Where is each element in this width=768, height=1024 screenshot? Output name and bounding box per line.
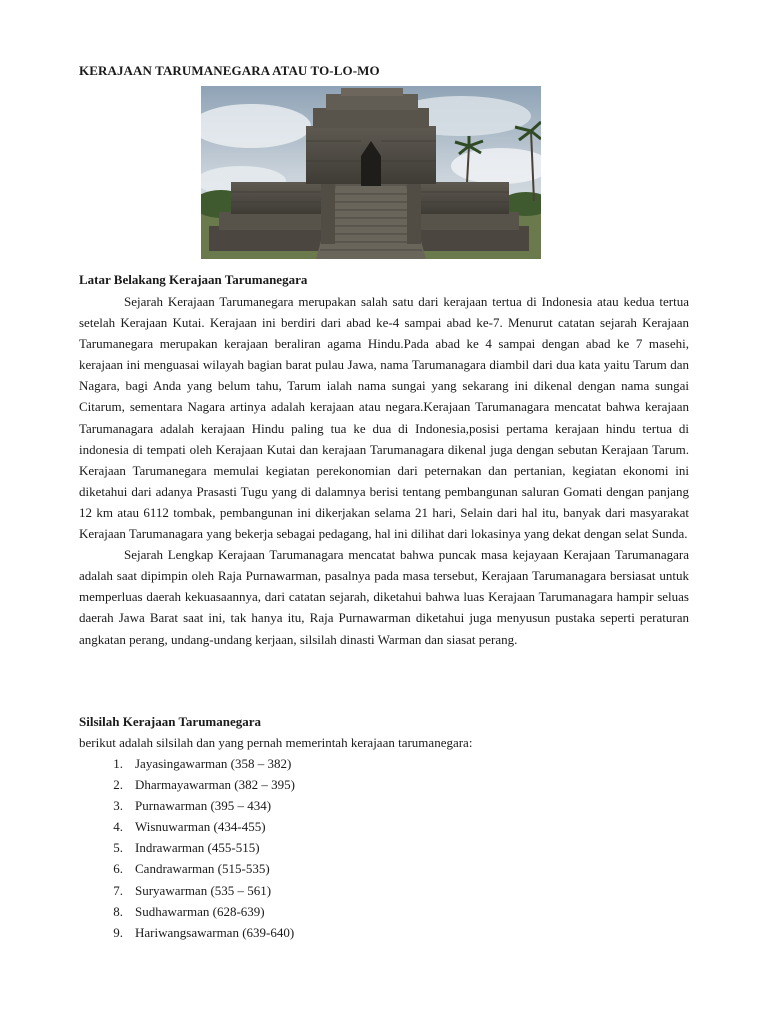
list-item: 1. Jayasingawarman (358 – 382): [113, 756, 292, 771]
list-item: 3. Purnawarman (395 – 434): [113, 798, 272, 814]
temple-photo: [201, 86, 541, 259]
list-item: 7. Suryawarman (535 – 561): [113, 882, 272, 898]
list-item: 8. Sudhawarman (628-639): [113, 903, 265, 919]
lineage-intro: berikut adalah silsilah dan yang pernah memerintah kerajaan tarumanegara:: [79, 735, 473, 750]
list-item: 5. Indrawarman (455-515): [113, 840, 260, 856]
section-heading-lineage: Silsilah Kerajaan Tarumanegara: [79, 714, 262, 729]
section-heading-background: Latar Belakang Kerajaan Tarumanegara: [79, 272, 308, 287]
list-item: 9. Hariwangsawarman (639-640): [113, 924, 295, 940]
kings-list: [79, 753, 295, 943]
paragraph-1: Sejarah Kerajaan Tarumanegara merupakan salah satu dari kerajaan tertua di Indonesia atau kedua tertua setelah Kerajaan Kutai. Kerajaan ini berdiri dari abad ke-4 sampai abad ke-7. Menurut catatan sejarah Kerajaan Tarumanegara merupakan kerajaan beraliran agama Hindu.Pada abad ke 4 sampai dengan abad ke 7 masehi, kerajaan ini menguasai wilayah bagian barat pulau Jawa, nama Tarumanagara diambil dari dua kata yaitu Tarum dan Nagara, bagi Anda yang belum tahu, Tarum ialah nama sungai yang sekarang ini dikenal dengan nama sungai Citarum, sementara Nagara artinya adalah kerajaan atau negara.Kerajaan Tarumanagara mencatat bahwa kerajaan Tarumanagara adalah kerajaan Hindu paling tua ke dua di Indonesia,posisi pertama kerajaan hindu tertua di indonesia di tempati oleh Kerajaan Kutai dan kerajaan Tarumanagara dikenal juga dengan sebutan Kerajaan Tarum. Kerajaan Tarumanegara memulai kegiatan perekonomian dari peternakan dan pertanian, kegiatan ekonomi ini diketahui dari adanya Prasasti Tugu yang di dalamnya berisi tentang pembangunan saluran Gomati dengan panjang 12 km atau 6112 tombak, pembangunan ini dikerjakan selama 21 hari, Selain dari hal itu, banyak dari masyarakat Kerajaan Tarumanagara yang bekerja sebagai pedagang, hal ini dilihat dari lokasinya yang dekat dengan selat Sunda.: [79, 294, 689, 542]
list-item: 6. Candrawarman (515-535): [113, 861, 270, 877]
document-title: KERAJAAN TARUMANEGARA ATAU TO-LO-MO: [79, 63, 380, 78]
section-body-background: [79, 291, 689, 650]
list-item: 2. Dharmayawarman (382 – 395): [113, 777, 295, 793]
list-item: 4. Wisnuwarman (434-455): [113, 819, 266, 835]
paragraph-2: Sejarah Lengkap Kerajaan Tarumanagara mencatat bahwa puncak masa kejayaan Kerajaan Tarumanagara adalah saat dipimpin oleh Raja Purnawarman, pasalnya pada masa tersebut, Kerajaan Tarumanagara bersiasat untuk memperluas daerah kekuasaannya, dari catatan sejarah, diketahui bahwa luas Kerajaan Tarumanagara hampir seluas daerah Jawa Barat saat ini, tak hanya itu, Raja Purnawarman diketahui juga menyusun pustaka seperti peraturan angkatan perang, undang-undang kerjaan, silsilah dinasti Warman dan siasat perang.: [79, 547, 689, 647]
